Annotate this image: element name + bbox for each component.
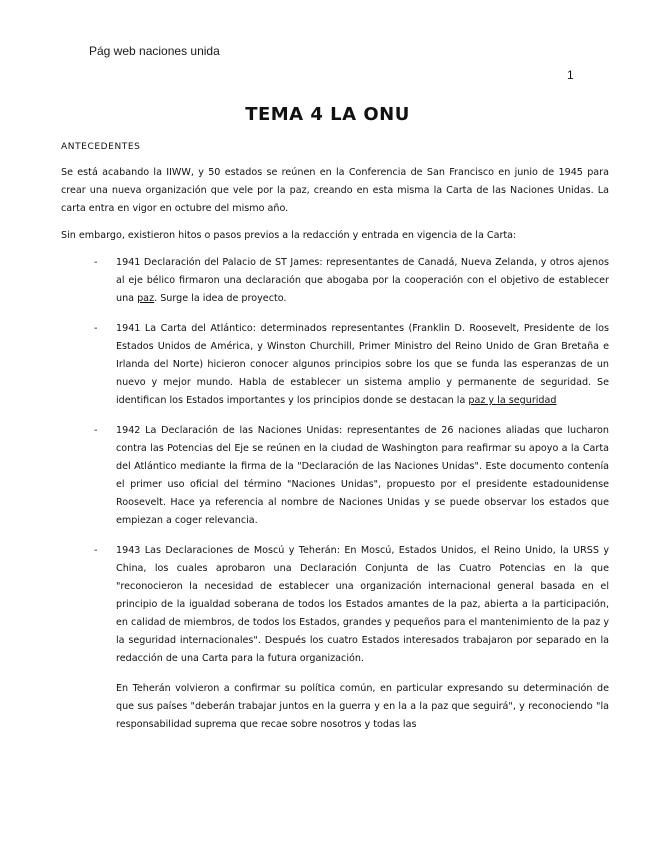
list-item-text: 1941 La Carta del Atlántico: determinados representantes (Franklin D. Roosevelt, Presidente de los Estados Unidos de América, y Winston Churchill, Primer Ministro del Reino Unido de Gran Bretaña e Irlanda del Norte) hicieron conocer algunos principios sobre los que se funda las esperanzas de un nuevo y mejor mundo. Habla de establecer un sistema amplio y permanente de seguridad. Se identifican los Estados importantes y los principios donde se destacan la [116, 323, 609, 406]
list-bullet: - [94, 545, 98, 556]
lead-paragraph: Sin embargo, existieron hitos o pasos previos a la redacción y entrada en vigencia de la Carta: [61, 230, 517, 241]
milestones-list [61, 254, 609, 668]
list-item-text: 1943 Las Declaraciones de Moscú y Teherán: En Moscú, Estados Unidos, el Reino Unido, la URSS y China, los cuales aprobaron una Declaración Conjunta de las Cuatro Potencias en la que "reconocieron la necesidad de establecer una organización internacional general basada en el principio de la igualdad soberana de todos los Estados amantes de la paz, abierta a la participación, en calidad de miembros, de todos los Estados, grandes y pequeños para el mantenimiento de la paz y la seguridad internacionales". Después los cuatro Estados interesados trabajaron por separado en la redacción de una Carta para la futura organización. [116, 545, 609, 664]
list-item [61, 542, 609, 668]
section-heading: ANTECEDENTES [61, 142, 141, 152]
page-title: TEMA 4 LA ONU [245, 104, 410, 125]
list-item-text: 1941 Declaración del Palacio de ST James: representantes de Canadá, Nueva Zelanda, y otros ajenos al eje bélico firmaron una declaración que abogaba por la cooperación con el objetivo de establecer una [116, 257, 609, 304]
continuation-paragraph: En Teherán volvieron a confirmar su política común, en particular expresando su determinación de que sus países "deberán trabajar juntos en la guerra y en la a la paz que seguirá", y reconociendo "la responsabilidad suprema que recae sobre nosotros y todas las [116, 683, 609, 730]
page-header: Pág web naciones unida [89, 44, 220, 58]
underlined-link[interactable]: paz y la seguridad [468, 395, 557, 406]
page-number: 1 [567, 68, 574, 82]
list-bullet: - [94, 323, 98, 334]
intro-paragraph: Se está acabando la IIWW, y 50 estados se reúnen en la Conferencia de San Francisco en junio de 1945 para crear una nueva organización que vele por la paz, creando en esta misma la Carta de las Naciones Unidas. La carta entra en vigor en octubre del mismo año. [61, 167, 609, 214]
list-item-text: 1942 La Declaración de las Naciones Unidas: representantes de 26 naciones aliadas que lucharon contra las Potencias del Eje se reúnen en la ciudad de Washington para reafirmar su apoyo a la Carta del Atlántico mediante la firma de la "Declaración de las Naciones Unidas". Este documento contenía el primer uso oficial del término "Naciones Unidas", propuesto por el presidente estadounidense Roosevelt. Hace ya referencia al nombre de Naciones Unidas y se puede observar los estados que empiezan a coger relevancia. [116, 425, 609, 526]
list-item [61, 254, 609, 308]
document-body [61, 138, 609, 734]
list-bullet: - [94, 257, 98, 268]
underlined-link[interactable]: paz [137, 293, 155, 304]
list-item-text-end: . Surge la idea de proyecto. [154, 293, 287, 304]
list-bullet: - [94, 425, 98, 436]
list-item [61, 320, 609, 410]
list-item [61, 422, 609, 530]
